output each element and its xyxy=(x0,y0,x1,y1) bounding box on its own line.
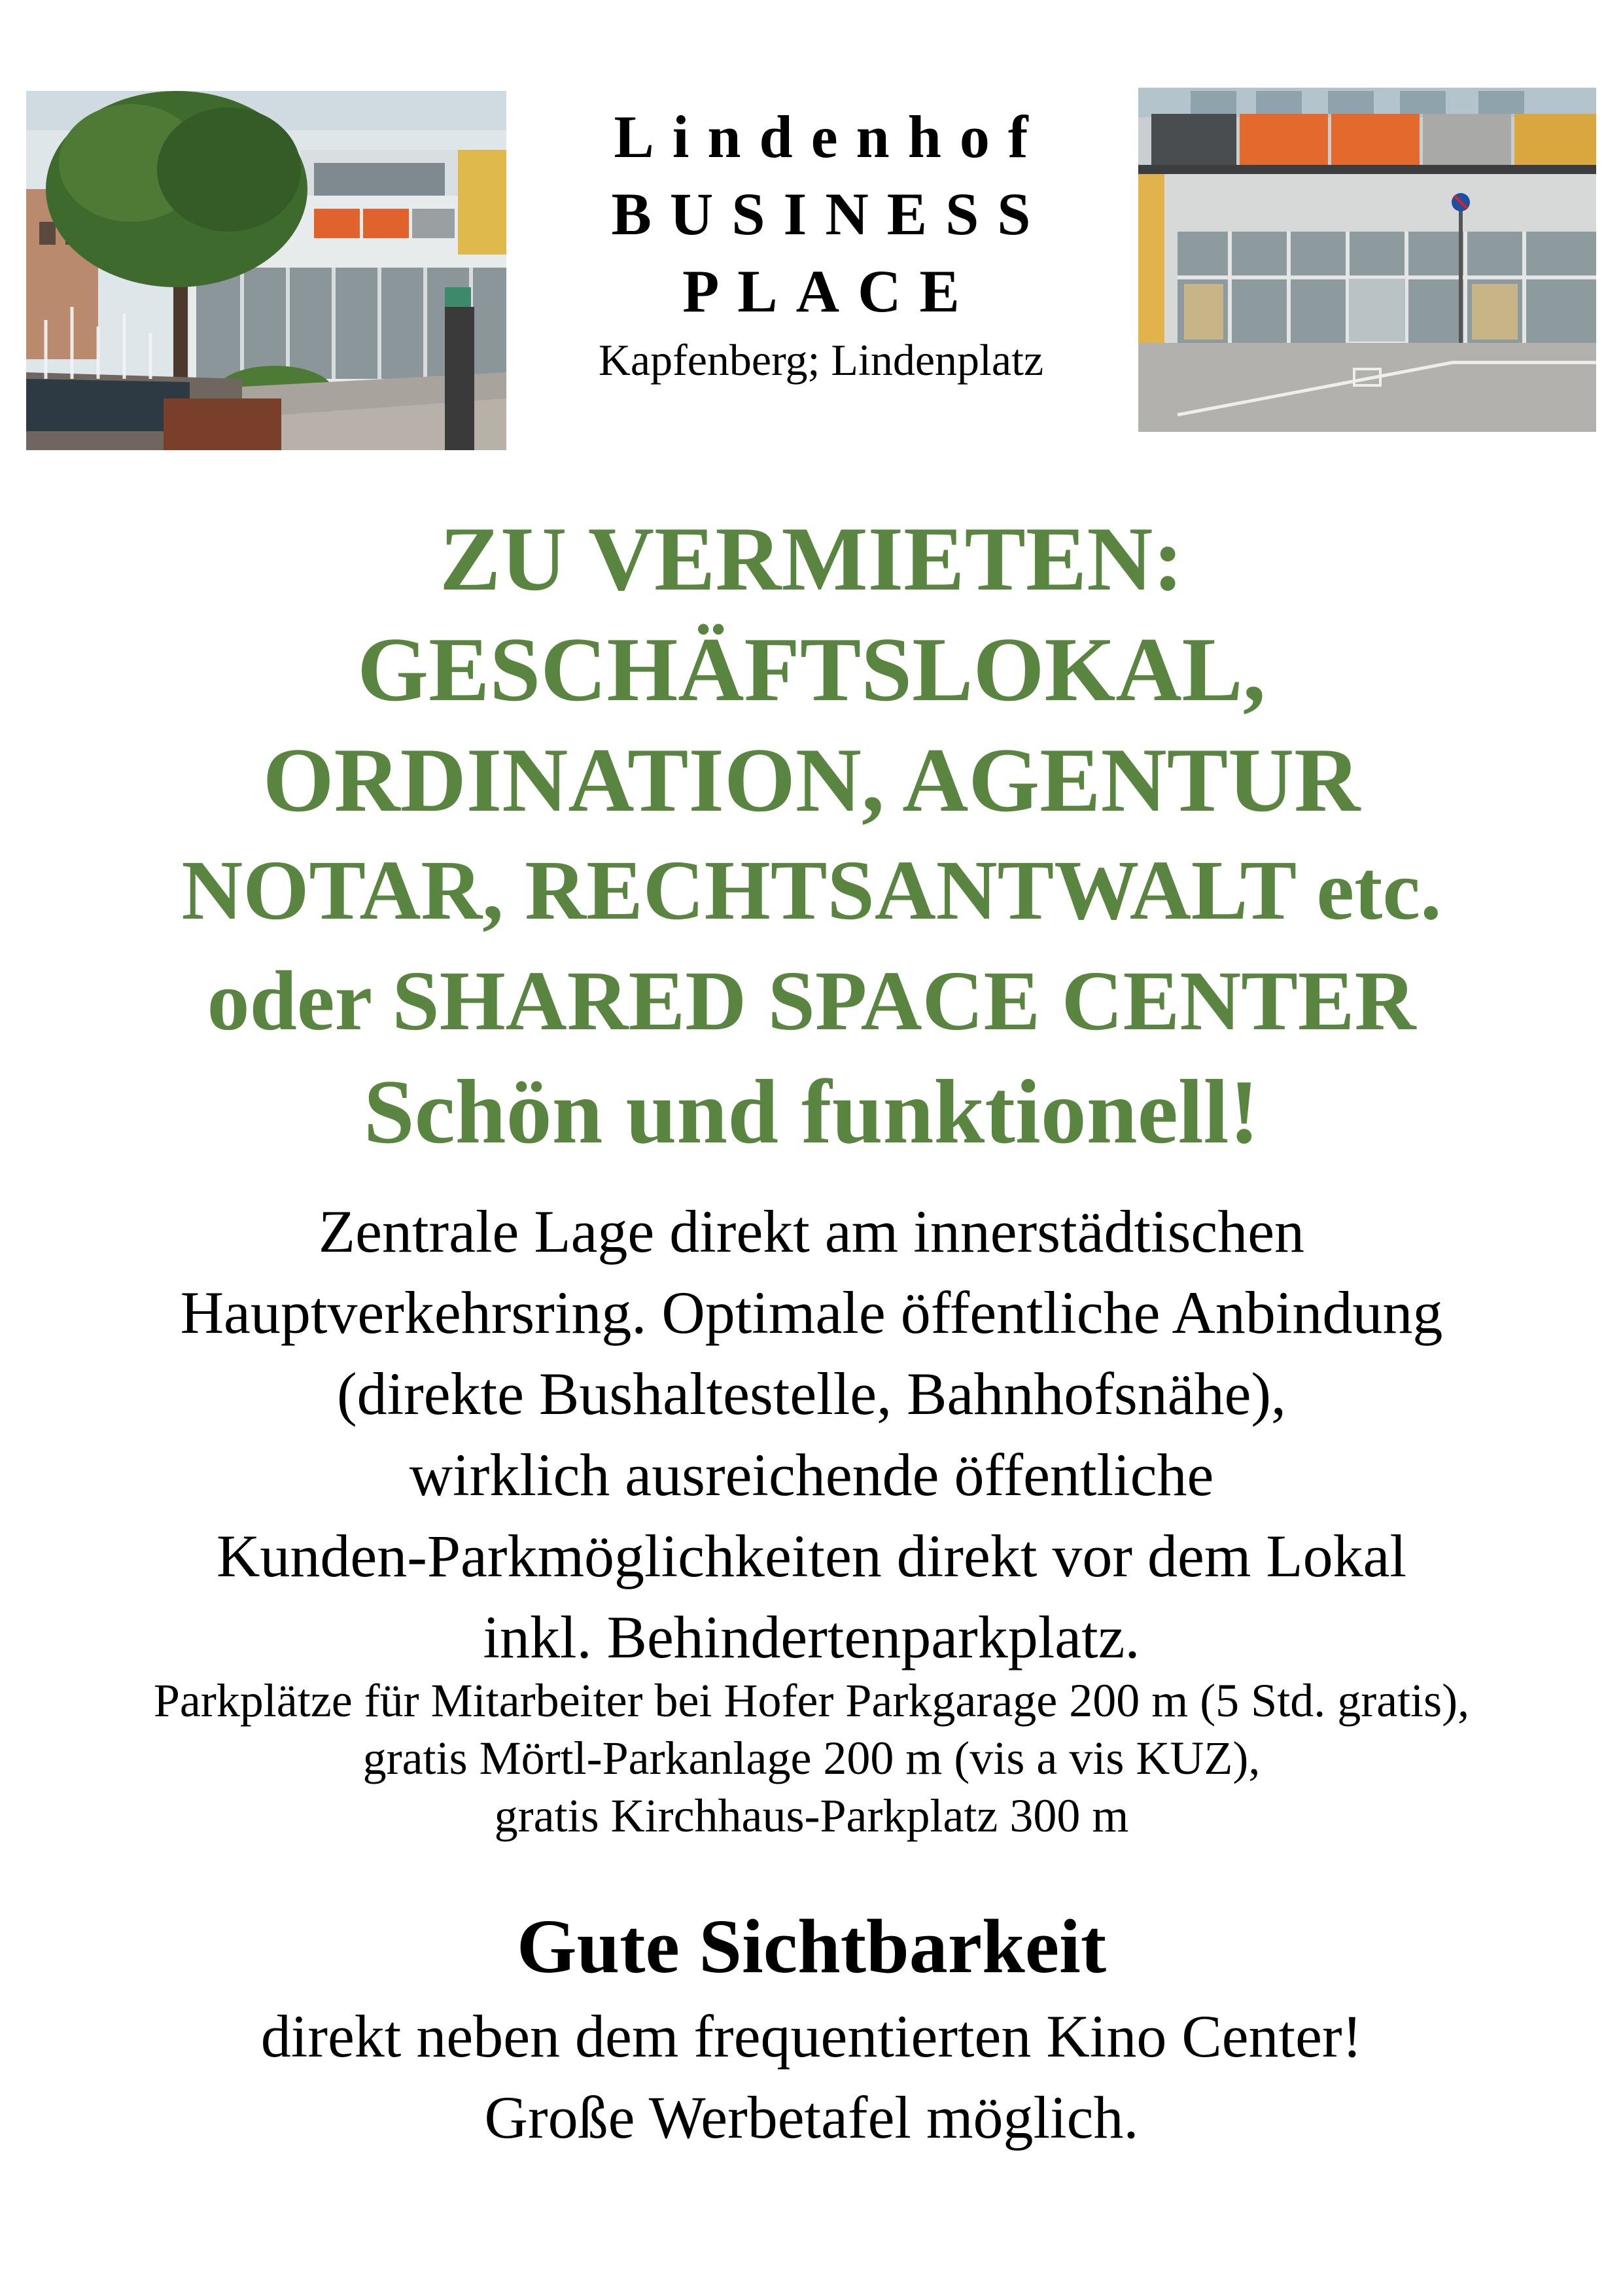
headline-line-4: NOTAR, RECHTSANTWALT etc. xyxy=(181,843,1442,938)
headline-line-2: GESCHÄFTSLOKAL, xyxy=(357,619,1266,720)
title-line-1: Lindenhof xyxy=(614,103,1047,170)
parking-line-3: gratis Kirchhaus-Parkplatz 300 m xyxy=(494,1790,1129,1842)
headline-line-3: ORDINATION, AGENTUR xyxy=(262,730,1361,831)
description-line-3: (direkte Bushaltestelle, Bahnhofsnähe), xyxy=(336,1360,1287,1427)
location-subtitle: Kapfenberg; Lindenplatz xyxy=(598,335,1044,385)
description-line-2: Hauptverkehrsring. Optimale öffentliche Anbindung xyxy=(180,1279,1443,1346)
building-photo-left xyxy=(26,91,506,450)
title-line-2: BUSINESS xyxy=(611,181,1049,247)
building-exterior-image xyxy=(26,91,506,450)
headline-line-5: oder SHARED SPACE CENTER xyxy=(207,954,1416,1048)
visibility-section xyxy=(0,1898,1623,2158)
building-photo-right xyxy=(1138,88,1596,432)
location-description xyxy=(0,1191,1623,1678)
header-title-block xyxy=(517,98,1125,386)
visibility-line-2: Große Werbetafel möglich. xyxy=(484,2084,1139,2151)
headline-line-1: ZU VERMIETEN: xyxy=(439,508,1184,610)
parking-line-2: gratis Mörtl-Parkanlage 200 m (vis a vis KUZ), xyxy=(362,1732,1261,1784)
parking-line-1: Parkplätze für Mitarbeiter bei Hofer Parkgarage 200 m (5 Std. gratis), xyxy=(153,1674,1470,1727)
rental-headline xyxy=(0,504,1623,1167)
visibility-heading: Gute Sichtbarkeit xyxy=(516,1903,1107,1989)
description-line-5: Kunden-Parkmöglichkeiten direkt vor dem Lokal xyxy=(216,1523,1407,1589)
headline-line-6: Schön und funktionell! xyxy=(363,1061,1260,1163)
storefront-image xyxy=(1138,88,1596,432)
description-line-4: wirklich ausreichende öffentliche xyxy=(409,1441,1214,1508)
visibility-line-1: direkt neben dem frequentierten Kino Center! xyxy=(260,2003,1363,2070)
description-line-6: inkl. Behindertenparkplatz. xyxy=(483,1604,1140,1670)
title-line-3: PLACE xyxy=(682,258,978,325)
parking-info xyxy=(0,1672,1623,1845)
description-line-1: Zentrale Lage direkt am innerstädtischen xyxy=(318,1198,1305,1265)
